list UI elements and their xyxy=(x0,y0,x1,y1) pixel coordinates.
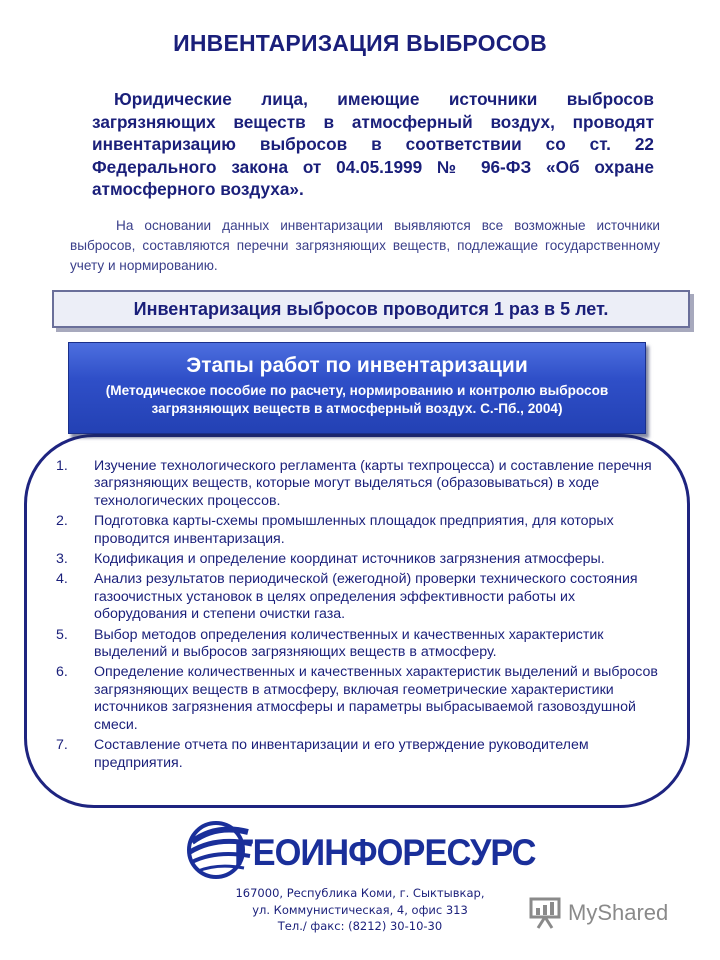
stage-number: 4. xyxy=(56,571,68,588)
stages-header xyxy=(68,342,646,434)
stage-number: 3. xyxy=(56,551,68,568)
stage-text: Кодификация и определение координат источников загрязнения атмосферы. xyxy=(94,551,605,568)
stage-number: 1. xyxy=(56,458,68,474)
logo-wordmark: ГЕОИНФОРЕСУРС xyxy=(234,832,536,873)
intro-paragraph: Юридические лица, имеющие источники выбросов загрязняющих веществ в атмосферный воздух, проводят инвентаризацию выбросов в соответствии со ст. 22 Федерального закона от 04.05.1999 № 96-ФЗ «Об охране атмосферного воздуха». xyxy=(92,89,654,199)
frequency-banner xyxy=(52,290,690,328)
stage-text: Подготовка карты-схемы промышленных площадок предприятия, для которых проводится инвентаризация. xyxy=(94,513,614,547)
stages-list xyxy=(52,458,662,775)
company-logo xyxy=(186,818,536,880)
presentation-board-icon xyxy=(528,896,564,930)
page-title: ИНВЕНТАРИЗАЦИЯ ВЫБРОСОВ xyxy=(173,30,547,56)
stage-item xyxy=(52,737,662,772)
stage-text: Составление отчета по инвентаризации и его утверждение руководителем предприятия. xyxy=(94,737,589,771)
stage-text: Анализ результатов периодической (ежегодной) проверки технического состояния газоочистных установок в целях определения эффективности работы их оборудования и степени очистки газа. xyxy=(94,571,638,623)
stage-text: Определение количественных и качественных характеристик выделений и выбросов загрязняющих веществ в атмосферу, включая геометрические характеристики источников загрязнения атмосферы и параметры выбрасываемой газовоздушной смеси. xyxy=(94,664,658,733)
stage-text: Выбор методов определения количественных и качественных характеристик выделений и выбросов загрязняющих веществ в атмосферу. xyxy=(94,626,604,661)
stage-number: 6. xyxy=(56,664,68,681)
stage-item xyxy=(52,664,662,734)
phone-fax-line: Тел./ факс: (8212) 30-10-30 xyxy=(277,919,443,933)
stage-text: Изучение технологического регламента (карты техпроцесса) и составление перечня загрязняющих веществ, которые могут выделяться (образовываться) в ходе технологических процессов. xyxy=(94,458,652,509)
frequency-text: Инвентаризация выбросов проводится 1 раз в 5 лет. xyxy=(133,298,609,319)
stages-title: Этапы работ по инвентаризации xyxy=(186,354,528,377)
stage-item xyxy=(52,458,662,510)
stage-item xyxy=(52,513,662,548)
note-paragraph: На основании данных инвентаризации выявляются все возможные источники выбросов, составляются перечни загрязняющих веществ, подлежащие государственному учету и нормированию. xyxy=(70,218,660,273)
stage-item xyxy=(52,571,662,623)
stage-item xyxy=(52,627,662,662)
address-line: ул. Коммунистическая, 4, офис 313 xyxy=(252,902,468,917)
stages-subtitle: (Методическое пособие по расчету, нормированию и контролю выбросов загрязняющих веществ в атмосферный воздух. С.-Пб., 2004) xyxy=(105,383,609,416)
stage-number: 5. xyxy=(56,626,68,643)
stage-number: 2. xyxy=(56,513,68,530)
watermark-text: MyShared xyxy=(568,900,669,925)
myshared-watermark xyxy=(528,896,698,932)
stage-item xyxy=(52,551,662,568)
address-line: 167000, Республика Коми, г. Сыктывкар, xyxy=(235,886,485,900)
stage-number: 7. xyxy=(56,737,68,754)
